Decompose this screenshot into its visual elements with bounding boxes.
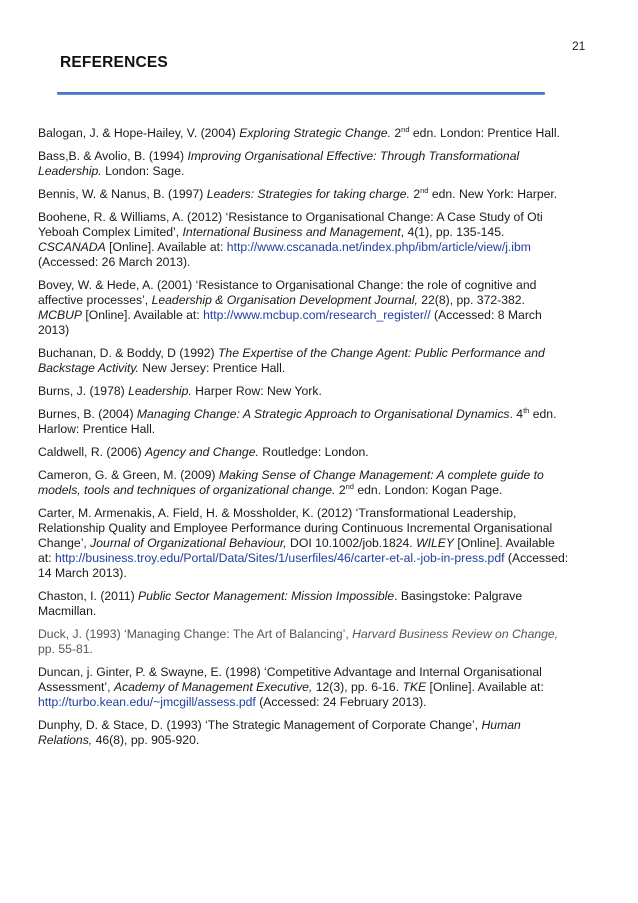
- reference-link[interactable]: http://www.cscanada.net/index.php/ibm/article/view/j.ibm: [226, 240, 531, 254]
- reference-title-italic: Backstage Activity.: [38, 361, 139, 375]
- reference-title-italic: Exploring Strategic Change.: [239, 126, 391, 140]
- reference-text: Buchanan, D. & Boddy, D (1992): [38, 346, 218, 360]
- reference-text: pp. 55-81.: [38, 642, 93, 656]
- ordinal-superscript: nd: [401, 125, 410, 134]
- reference-text: edn. London: Kogan Page.: [353, 483, 503, 497]
- reference-text: Burnes, B. (2004): [38, 407, 137, 421]
- reference-title-italic: Journal of Organizational Behaviour,: [90, 536, 287, 550]
- reference-text: Duck, J. (1993) ‘Managing Change: The Art of Balancing’,: [38, 627, 353, 641]
- reference-text: Burns, J. (1978): [38, 384, 129, 398]
- reference-link[interactable]: http://www.mcbup.com/research_register//: [203, 308, 431, 322]
- reference-text: 2013): [38, 323, 70, 337]
- reference-text: (Accessed: 8 March: [430, 308, 542, 322]
- reference-title-italic: Managing Change: A Strategic Approach to Organisational Dynamics: [136, 407, 510, 421]
- reference-entry: [38, 468, 606, 498]
- reference-title-italic: MCBUP: [38, 308, 83, 322]
- reference-text: Carter, M. Armenakis, A. Field, H. & Mossholder, K. (2012) ‘Transformational Leadership,: [38, 506, 517, 520]
- reference-title-italic: TKE: [402, 680, 427, 694]
- reference-text: 12(3), pp. 6-16.: [312, 680, 403, 694]
- reference-text: (Accessed: 24 February 2013).: [255, 695, 427, 709]
- reference-text: edn. New York: Harper.: [428, 187, 558, 201]
- reference-text: Dunphy, D. & Stace, D. (1993) ‘The Strategic Management of Corporate Change’,: [38, 718, 482, 732]
- reference-entry: [38, 407, 606, 437]
- heading-underline: [57, 92, 545, 95]
- reference-text: London: Sage.: [101, 164, 185, 178]
- reference-text: Cameron, G. & Green, M. (2009): [38, 468, 219, 482]
- reference-title-italic: Harvard Business Review on Change,: [352, 627, 559, 641]
- reference-link[interactable]: http://business.troy.edu/Portal/Data/Sites/1/userfiles/46/carter-et-al.-job-in-press.pdf: [54, 551, 505, 565]
- reference-title-italic: WILEY: [416, 536, 455, 550]
- reference-text: Change’,: [38, 536, 91, 550]
- reference-title-italic: Making Sense of Change Management: A complete guide to: [218, 468, 544, 482]
- reference-entry: [38, 149, 606, 179]
- reference-text: Harper Row: New York.: [191, 384, 322, 398]
- reference-list: [38, 126, 606, 756]
- reference-title-italic: Relations,: [38, 733, 93, 747]
- reference-entry: [38, 627, 606, 657]
- reference-title-italic: Agency and Change.: [145, 445, 259, 459]
- reference-text: , 4(1), pp. 135-145.: [400, 225, 505, 239]
- reference-text: 2: [335, 483, 346, 497]
- references-heading: REFERENCES: [60, 54, 168, 71]
- reference-text: . Basingstoke: Palgrave: [394, 589, 523, 603]
- reference-entry: [38, 665, 606, 710]
- reference-title-italic: International Business and Management: [182, 225, 401, 239]
- ordinal-superscript: th: [523, 406, 530, 415]
- reference-text: (Accessed:: [504, 551, 569, 565]
- reference-title-italic: models, tools and techniques of organizational change.: [38, 483, 336, 497]
- reference-title-italic: Leaders: Strategies for taking charge.: [206, 187, 410, 201]
- reference-text: 2: [390, 126, 402, 140]
- reference-title-italic: Academy of Management Executive,: [113, 680, 313, 694]
- reference-title-italic: The Expertise of the Change Agent: Public Performance and: [217, 346, 545, 360]
- reference-text: Yeboah Complex Limited’,: [38, 225, 183, 239]
- reference-entry: [38, 589, 606, 619]
- reference-entry: [38, 506, 606, 581]
- reference-text: Balogan, J. & Hope-Hailey, V. (2004): [38, 126, 240, 140]
- reference-text: Boohene, R. & Williams, A. (2012) ‘Resistance to Organisational Change: A Case Study of Oti: [38, 210, 543, 224]
- reference-title-italic: Improving Organisational Effective: Through Transformational: [187, 149, 520, 163]
- reference-text: edn. London: Prentice Hall.: [409, 126, 560, 140]
- reference-title-italic: Leadership & Organisation Development Journal,: [151, 293, 418, 307]
- reference-entry: [38, 718, 606, 748]
- reference-text: [Online]. Available at:: [426, 680, 544, 694]
- reference-title-italic: Leadership.: [128, 384, 192, 398]
- reference-entry: [38, 278, 606, 338]
- reference-text: [Online]. Available at:: [82, 308, 204, 322]
- reference-text: 14 March 2013).: [38, 566, 127, 580]
- reference-text: Macmillan.: [38, 604, 97, 618]
- reference-title-italic: CSCANADA: [38, 240, 106, 254]
- reference-title-italic: Leadership.: [38, 164, 102, 178]
- reference-text: DOI 10.1002/job.1824.: [286, 536, 417, 550]
- reference-text: affective processes’,: [38, 293, 152, 307]
- page-number: 21: [572, 39, 586, 53]
- reference-text: at:: [38, 551, 55, 565]
- reference-text: 2: [409, 187, 421, 201]
- reference-title-italic: Human: [481, 718, 521, 732]
- reference-entry: [38, 126, 606, 141]
- reference-text: 22(8), pp. 372-382.: [417, 293, 525, 307]
- reference-title-italic: Public Sector Management: Mission Impossible: [138, 589, 395, 603]
- reference-entry: [38, 445, 606, 460]
- reference-text: edn.: [529, 407, 557, 421]
- reference-text: [Online]. Available at:: [105, 240, 227, 254]
- reference-text: 46(8), pp. 905-920.: [92, 733, 200, 747]
- reference-text: New Jersey: Prentice Hall.: [138, 361, 286, 375]
- reference-text: Routledge: London.: [258, 445, 369, 459]
- reference-text: Relationship Quality and Employee Performance during Continuous Incremental Organisational: [38, 521, 553, 535]
- reference-text: (Accessed: 26 March 2013).: [38, 255, 191, 269]
- reference-text: Bennis, W. & Nanus, B. (1997): [38, 187, 207, 201]
- reference-text: Assessment’,: [38, 680, 114, 694]
- reference-text: Duncan, j. Ginter, P. & Swayne, E. (1998) ‘Competitive Advantage and Internal Organisational: [38, 665, 542, 679]
- ordinal-superscript: nd: [345, 482, 354, 491]
- reference-entry: [38, 384, 606, 399]
- reference-text: Chaston, I. (2011): [38, 589, 139, 603]
- reference-entry: [38, 187, 606, 202]
- reference-entry: [38, 210, 606, 270]
- reference-entry: [38, 346, 606, 376]
- reference-text: . 4: [509, 407, 524, 421]
- reference-link[interactable]: http://turbo.kean.edu/~jmcgill/assess.pdf: [38, 695, 256, 709]
- reference-text: Harlow: Prentice Hall.: [38, 422, 156, 436]
- reference-text: Bass,B. & Avolio, B. (1994): [38, 149, 188, 163]
- ordinal-superscript: nd: [420, 186, 429, 195]
- reference-text: [Online]. Available: [454, 536, 555, 550]
- reference-text: Bovey, W. & Hede, A. (2001) ‘Resistance to Organisational Change: the role of cognitive and: [38, 278, 537, 292]
- reference-text: Caldwell, R. (2006): [38, 445, 146, 459]
